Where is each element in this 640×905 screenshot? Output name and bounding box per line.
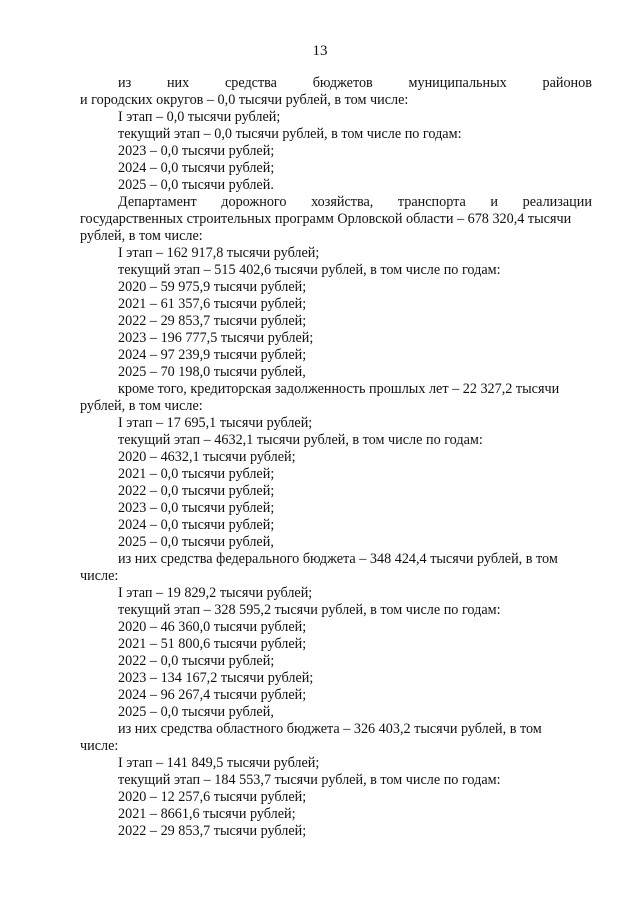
paragraph-line: 2022 – 0,0 тысячи рублей;	[118, 653, 275, 669]
paragraph-line: рублей, в том числе:	[80, 398, 203, 414]
paragraph-line: текущий этап – 515 402,6 тысячи рублей, в том числе по годам:	[118, 262, 501, 278]
word: районов	[542, 75, 592, 91]
paragraph-line: I этап – 19 829,2 тысячи рублей;	[118, 585, 313, 601]
paragraph-line: из них средства областного бюджета – 326 403,2 тысячи рублей, в том	[118, 721, 542, 737]
word: Департамент	[118, 194, 197, 210]
paragraph-line: 2025 – 0,0 тысячи рублей.	[118, 177, 274, 193]
paragraph-line: I этап – 17 695,1 тысячи рублей;	[118, 415, 313, 431]
paragraph-line: 2024 – 0,0 тысячи рублей;	[118, 517, 275, 533]
paragraph-line: 2020 – 46 360,0 тысячи рублей;	[118, 619, 307, 635]
paragraph-line: 2023 – 134 167,2 тысячи рублей;	[118, 670, 314, 686]
paragraph-line: кроме того, кредиторская задолженность прошлых лет – 22 327,2 тысячи	[118, 381, 560, 397]
document-body	[80, 75, 592, 840]
word: реализации	[522, 194, 592, 210]
paragraph-line: 2025 – 70 198,0 тысячи рублей,	[118, 364, 306, 380]
paragraph-line: 2024 – 96 267,4 тысячи рублей;	[118, 687, 307, 703]
paragraph-line: 2021 – 0,0 тысячи рублей;	[118, 466, 275, 482]
paragraph-line: 2021 – 61 357,6 тысячи рублей;	[118, 296, 307, 312]
paragraph-line: I этап – 141 849,5 тысячи рублей;	[118, 755, 320, 771]
paragraph-line: 2025 – 0,0 тысячи рублей,	[118, 534, 274, 550]
paragraph-line: рублей, в том числе:	[80, 228, 203, 244]
paragraph-line	[80, 194, 592, 211]
paragraph-line: 2020 – 59 975,9 тысячи рублей;	[118, 279, 307, 295]
paragraph-line: текущий этап – 0,0 тысячи рублей, в том числе по годам:	[118, 126, 462, 142]
paragraph-line: 2022 – 0,0 тысячи рублей;	[118, 483, 275, 499]
paragraph-line: I этап – 162 917,8 тысячи рублей;	[118, 245, 320, 261]
paragraph-line: 2024 – 97 239,9 тысячи рублей;	[118, 347, 307, 363]
paragraph-line: 2021 – 8661,6 тысячи рублей;	[118, 806, 296, 822]
paragraph-line: 2021 – 51 800,6 тысячи рублей;	[118, 636, 307, 652]
paragraph-line	[80, 75, 592, 92]
paragraph-line: числе:	[80, 738, 119, 754]
word: и	[490, 194, 499, 210]
paragraph-line: 2022 – 29 853,7 тысячи рублей;	[118, 823, 307, 839]
paragraph-line: 2025 – 0,0 тысячи рублей,	[118, 704, 274, 720]
paragraph-line: 2020 – 12 257,6 тысячи рублей;	[118, 789, 307, 805]
word: них	[166, 75, 190, 91]
paragraph-line: I этап – 0,0 тысячи рублей;	[118, 109, 281, 125]
paragraph-line: 2023 – 196 777,5 тысячи рублей;	[118, 330, 314, 346]
page-number: 13	[312, 43, 328, 59]
paragraph-line: текущий этап – 184 553,7 тысячи рублей, в том числе по годам:	[118, 772, 501, 788]
paragraph-line: 2022 – 29 853,7 тысячи рублей;	[118, 313, 307, 329]
paragraph-line: текущий этап – 328 595,2 тысячи рублей, в том числе по годам:	[118, 602, 501, 618]
word: муниципальных	[408, 75, 507, 91]
paragraph-line: текущий этап – 4632,1 тысячи рублей, в том числе по годам:	[118, 432, 483, 448]
word: хозяйства,	[311, 194, 374, 210]
word: из	[118, 75, 132, 91]
paragraph-line: 2023 – 0,0 тысячи рублей;	[118, 500, 275, 516]
paragraph-line: числе:	[80, 568, 119, 584]
paragraph-line: 2024 – 0,0 тысячи рублей;	[118, 160, 275, 176]
paragraph-line: государственных строительных программ Орловской области – 678 320,4 тысячи	[80, 211, 572, 227]
word: транспорта	[397, 194, 466, 210]
word: бюджетов	[312, 75, 373, 91]
paragraph-line: 2020 – 4632,1 тысячи рублей;	[118, 449, 296, 465]
paragraph-line: из них средства федерального бюджета – 348 424,4 тысячи рублей, в том	[118, 551, 558, 567]
paragraph-line: 2023 – 0,0 тысячи рублей;	[118, 143, 275, 159]
paragraph-line: и городских округов – 0,0 тысячи рублей, в том числе:	[80, 92, 409, 108]
word: средства	[224, 75, 277, 91]
word: дорожного	[221, 194, 287, 210]
